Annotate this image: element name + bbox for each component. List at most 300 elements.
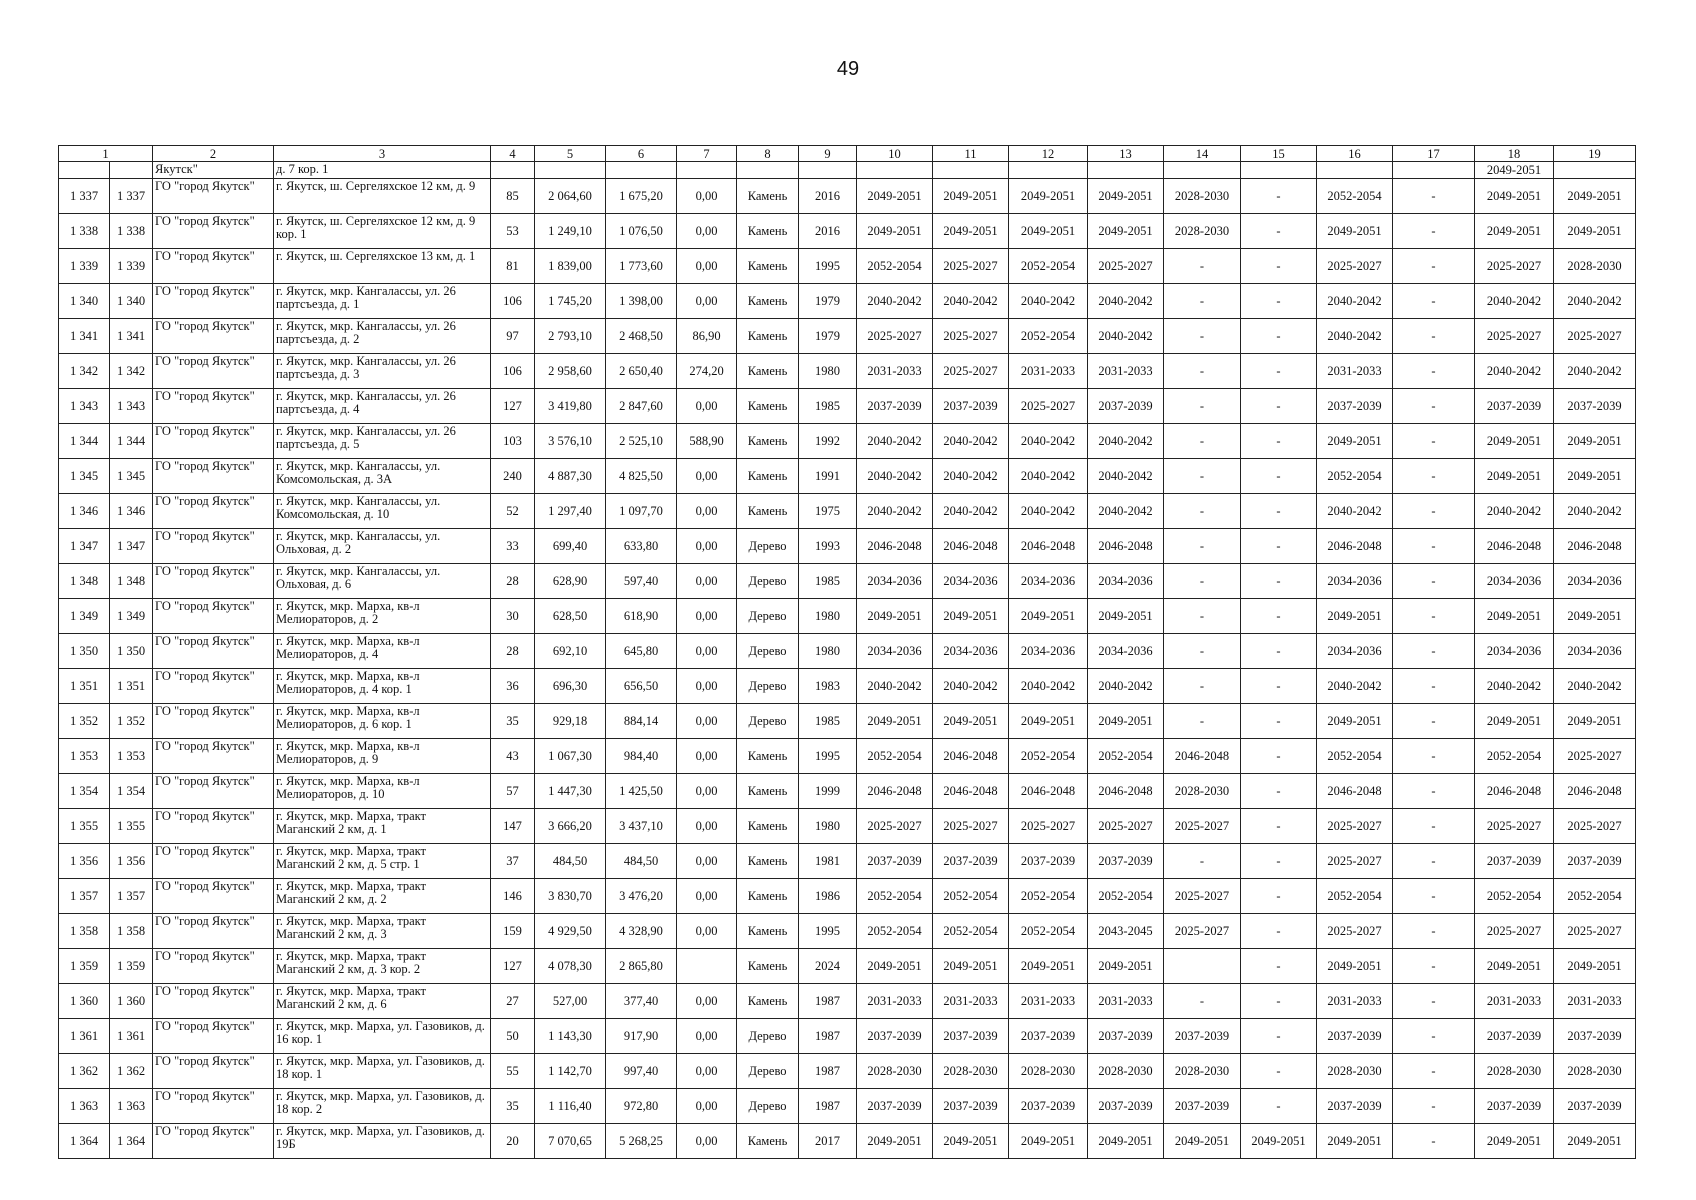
table-row: [59, 1124, 1636, 1159]
table-cell: 2049-2051: [1317, 1124, 1393, 1159]
table-cell: 2049-2051: [1475, 459, 1554, 494]
table-cell: 0,00: [677, 1089, 737, 1124]
column-number: 11: [933, 146, 1009, 162]
table-cell: Дерево: [737, 1089, 799, 1124]
table-cell: -: [1393, 634, 1475, 669]
table-cell: 656,50: [606, 669, 677, 704]
table-cell: г. Якутск, мкр. Марха, ул. Газовиков, д. 18 кор. 2: [274, 1089, 491, 1124]
table-cell: 2040-2042: [1475, 354, 1554, 389]
table-cell: -: [1393, 389, 1475, 424]
table-cell: 57: [491, 774, 535, 809]
table-cell: 2049-2051: [1009, 949, 1088, 984]
table-cell: 2049-2051: [1475, 179, 1554, 214]
table-cell: 2025-2027: [1475, 249, 1554, 284]
table-cell: 0,00: [677, 249, 737, 284]
table-cell: 2040-2042: [857, 424, 933, 459]
table-cell: 2040-2042: [1009, 494, 1088, 529]
table-cell: 2052-2054: [1317, 879, 1393, 914]
table-cell: ГО "город Якутск": [153, 704, 274, 739]
table-cell: 2052-2054: [1009, 739, 1088, 774]
table-cell: 1991: [799, 459, 857, 494]
table-cell: 2046-2048: [1009, 774, 1088, 809]
table-cell: 2025-2027: [1475, 914, 1554, 949]
table-cell: 1 350: [59, 634, 110, 669]
table-cell: 35: [491, 1089, 535, 1124]
table-cell: г. Якутск, мкр. Кангалассы, ул. Ольховая, д. 6: [274, 564, 491, 599]
table-cell: 0,00: [677, 809, 737, 844]
table-cell: 2031-2033: [1009, 354, 1088, 389]
table-cell: 43: [491, 739, 535, 774]
table-cell: 2040-2042: [933, 284, 1009, 319]
table-cell: 2040-2042: [933, 669, 1009, 704]
table-cell: -: [1393, 704, 1475, 739]
table-cell: -: [1241, 984, 1317, 1019]
table-cell: 2049-2051: [1088, 1124, 1164, 1159]
table-cell: 2 468,50: [606, 319, 677, 354]
table-cell: 1 363: [59, 1089, 110, 1124]
table-cell: 1987: [799, 1054, 857, 1089]
table-cell: 2052-2054: [1554, 879, 1636, 914]
table-cell: 0,00: [677, 669, 737, 704]
table-cell: -: [1393, 354, 1475, 389]
table-cell: 127: [491, 389, 535, 424]
table-row: [59, 1019, 1636, 1054]
table-cell: 1980: [799, 809, 857, 844]
table-cell: 2040-2042: [857, 284, 933, 319]
table-cell: ГО "город Якутск": [153, 564, 274, 599]
table-cell: г. Якутск, мкр. Кангалассы, ул. Ольховая, д. 2: [274, 529, 491, 564]
table-cell: [1009, 162, 1088, 179]
table-cell: 2049-2051: [933, 599, 1009, 634]
table-cell: 52: [491, 494, 535, 529]
table-cell: 1987: [799, 1089, 857, 1124]
table-cell: 2040-2042: [1009, 459, 1088, 494]
table-cell: 4 825,50: [606, 459, 677, 494]
table-cell: ГО "город Якутск": [153, 1019, 274, 1054]
table-cell: 2046-2048: [857, 774, 933, 809]
table-cell: г. Якутск, мкр. Марха, тракт Маганский 2 км, д. 3 кор. 2: [274, 949, 491, 984]
table-cell: -: [1241, 879, 1317, 914]
table-cell: 2049-2051: [933, 214, 1009, 249]
table-cell: ГО "город Якутск": [153, 809, 274, 844]
table-cell: 2025-2027: [933, 354, 1009, 389]
table-row: [59, 809, 1636, 844]
table-row: [59, 564, 1636, 599]
table-cell: 2052-2054: [857, 249, 933, 284]
table-cell: 2049-2051: [857, 1124, 933, 1159]
table-cell: 106: [491, 354, 535, 389]
table-cell: 1 352: [59, 704, 110, 739]
table-cell: 1987: [799, 1019, 857, 1054]
table-cell: -: [1393, 914, 1475, 949]
table-cell: 2 064,60: [535, 179, 606, 214]
table-cell: 2052-2054: [857, 739, 933, 774]
table-cell: 2049-2051: [933, 949, 1009, 984]
table-cell: -: [1241, 774, 1317, 809]
table-cell: 2025-2027: [1088, 809, 1164, 844]
table-cell: 28: [491, 564, 535, 599]
table-cell: ГО "город Якутск": [153, 739, 274, 774]
table-cell: 2034-2036: [857, 634, 933, 669]
table-cell: 1 675,20: [606, 179, 677, 214]
table-cell: -: [1164, 424, 1241, 459]
table-cell: 1975: [799, 494, 857, 529]
table-cell: 1979: [799, 319, 857, 354]
table-cell: 2049-2051: [1317, 704, 1393, 739]
table-cell: -: [1241, 599, 1317, 634]
table-cell: 2034-2036: [1475, 564, 1554, 599]
table-cell: 2049-2051: [1088, 214, 1164, 249]
table-cell: -: [1393, 424, 1475, 459]
table-cell: Камень: [737, 739, 799, 774]
table-cell: 2025-2027: [1009, 809, 1088, 844]
table-cell: 0,00: [677, 494, 737, 529]
table-cell: 1 745,20: [535, 284, 606, 319]
table-cell: 2037-2039: [857, 844, 933, 879]
table-cell: 2028-2030: [1164, 214, 1241, 249]
table-cell: 1 297,40: [535, 494, 606, 529]
table-cell: 1 349: [110, 599, 153, 634]
column-number: 9: [799, 146, 857, 162]
table-cell: ГО "город Якутск": [153, 459, 274, 494]
table-cell: Камень: [737, 249, 799, 284]
table-cell: -: [1241, 494, 1317, 529]
table-cell: 1 340: [110, 284, 153, 319]
table-cell: 2016: [799, 179, 857, 214]
table-cell: 2049-2051: [1164, 1124, 1241, 1159]
table-cell: 1 361: [59, 1019, 110, 1054]
table-cell: 2031-2033: [857, 354, 933, 389]
table-cell: 2028-2030: [1475, 1054, 1554, 1089]
table-cell: 2046-2048: [933, 739, 1009, 774]
table-cell: 1 357: [110, 879, 153, 914]
table-cell: Камень: [737, 984, 799, 1019]
table-cell: 2040-2042: [1088, 284, 1164, 319]
table-cell: 106: [491, 284, 535, 319]
table-cell: -: [1241, 704, 1317, 739]
table-cell: -: [1164, 599, 1241, 634]
table-cell: 1995: [799, 249, 857, 284]
table-cell: 2052-2054: [1088, 879, 1164, 914]
table-cell: г. Якутск, мкр. Марха, ул. Газовиков, д. 16 кор. 1: [274, 1019, 491, 1054]
table-cell: -: [1393, 844, 1475, 879]
table-cell: 2040-2042: [1475, 284, 1554, 319]
table-cell: 2034-2036: [1317, 634, 1393, 669]
table-cell: Дерево: [737, 564, 799, 599]
table-cell: 2049-2051: [1009, 599, 1088, 634]
table-cell: 2034-2036: [933, 634, 1009, 669]
table-cell: 2028-2030: [1554, 1054, 1636, 1089]
table-cell: 0,00: [677, 704, 737, 739]
table-cell: 86,90: [677, 319, 737, 354]
table-cell: [1164, 949, 1241, 984]
table-cell: г. Якутск, ш. Сергеляхское 13 км, д. 1: [274, 249, 491, 284]
table-cell: [933, 162, 1009, 179]
table-cell: ГО "город Якутск": [153, 1124, 274, 1159]
table-cell: 1 353: [59, 739, 110, 774]
table-cell: 53: [491, 214, 535, 249]
table-cell: 1 773,60: [606, 249, 677, 284]
table-cell: 2025-2027: [1554, 914, 1636, 949]
table-cell: 2046-2048: [933, 529, 1009, 564]
table-cell: 997,40: [606, 1054, 677, 1089]
table-cell: 146: [491, 879, 535, 914]
table-cell: 2049-2051: [1009, 704, 1088, 739]
table-cell: -: [1393, 179, 1475, 214]
table-cell: 2025-2027: [1475, 319, 1554, 354]
table-cell: 588,90: [677, 424, 737, 459]
table-cell: 2037-2039: [1317, 389, 1393, 424]
table-cell: 1 354: [110, 774, 153, 809]
table-cell: 2046-2048: [1554, 774, 1636, 809]
table-cell: Дерево: [737, 704, 799, 739]
table-cell: 1 425,50: [606, 774, 677, 809]
table-cell: 0,00: [677, 284, 737, 319]
table-cell: г. Якутск, ш. Сергеляхское 12 км, д. 9 кор. 1: [274, 214, 491, 249]
table-cell: 2 650,40: [606, 354, 677, 389]
table-cell: 2037-2039: [933, 1019, 1009, 1054]
table-cell: [1241, 162, 1317, 179]
page-number: 49: [836, 58, 860, 80]
table-cell: г. Якутск, мкр. Кангалассы, ул. 26 партсъезда, д. 2: [274, 319, 491, 354]
table-cell: -: [1241, 179, 1317, 214]
table-cell: 1 346: [59, 494, 110, 529]
table-cell: 4 929,50: [535, 914, 606, 949]
table-cell: 2049-2051: [1475, 704, 1554, 739]
table-cell: Камень: [737, 354, 799, 389]
table-row: [59, 669, 1636, 704]
table-cell: 1 357: [59, 879, 110, 914]
table-cell: 1 076,50: [606, 214, 677, 249]
table-cell: 1 364: [59, 1124, 110, 1159]
table-cell: 2049-2051: [1554, 1124, 1636, 1159]
table-body: [59, 162, 1636, 1159]
table-cell: г. Якутск, мкр. Кангалассы, ул. 26 партсъезда, д. 4: [274, 389, 491, 424]
table-cell: -: [1393, 1019, 1475, 1054]
table-cell: 2034-2036: [1009, 564, 1088, 599]
table-cell: ГО "город Якутск": [153, 1089, 274, 1124]
table-cell: ГО "город Якутск": [153, 284, 274, 319]
table-cell: 2049-2051: [1475, 162, 1554, 179]
table-cell: 2028-2030: [933, 1054, 1009, 1089]
table-cell: 2031-2033: [1554, 984, 1636, 1019]
column-number: 2: [153, 146, 274, 162]
table-cell: 2049-2051: [1475, 599, 1554, 634]
table-cell: -: [1393, 599, 1475, 634]
table-cell: 0,00: [677, 599, 737, 634]
table-cell: 1985: [799, 389, 857, 424]
table-cell: 699,40: [535, 529, 606, 564]
table-cell: 633,80: [606, 529, 677, 564]
table-cell: -: [1241, 739, 1317, 774]
table-cell: 0,00: [677, 1054, 737, 1089]
table-row: [59, 389, 1636, 424]
table-cell: 2049-2051: [1009, 214, 1088, 249]
table-cell: 2052-2054: [1009, 879, 1088, 914]
table-cell: -: [1164, 634, 1241, 669]
table-cell: 2 525,10: [606, 424, 677, 459]
table-cell: 2040-2042: [1009, 424, 1088, 459]
table-cell: 2046-2048: [857, 529, 933, 564]
table-cell: 2040-2042: [933, 459, 1009, 494]
table-cell: -: [1164, 494, 1241, 529]
table-cell: 1 337: [110, 179, 153, 214]
table-cell: 159: [491, 914, 535, 949]
table-cell: [491, 162, 535, 179]
table-cell: 2037-2039: [1009, 844, 1088, 879]
table-cell: г. Якутск, мкр. Марха, тракт Маганский 2 км, д. 5 стр. 1: [274, 844, 491, 879]
table-cell: 2049-2051: [933, 1124, 1009, 1159]
table-row-continued: [59, 162, 1636, 179]
table-cell: 628,90: [535, 564, 606, 599]
table-cell: -: [1393, 529, 1475, 564]
table-cell: 2025-2027: [1317, 249, 1393, 284]
table-cell: 2028-2030: [1164, 179, 1241, 214]
table-row: [59, 949, 1636, 984]
table-cell: 2046-2048: [1317, 774, 1393, 809]
table-cell: 1 067,30: [535, 739, 606, 774]
column-number: 1: [59, 146, 153, 162]
table-cell: -: [1393, 214, 1475, 249]
table-cell: -: [1393, 249, 1475, 284]
table-cell: 2049-2051: [1475, 214, 1554, 249]
table-cell: Дерево: [737, 1054, 799, 1089]
table-cell: 1 354: [59, 774, 110, 809]
table-cell: 2034-2036: [1009, 634, 1088, 669]
table-cell: -: [1241, 214, 1317, 249]
table-cell: 1983: [799, 669, 857, 704]
table-cell: 2037-2039: [1088, 1089, 1164, 1124]
table-cell: 4 887,30: [535, 459, 606, 494]
table-cell: Камень: [737, 879, 799, 914]
table-cell: [677, 162, 737, 179]
table-cell: г. Якутск, мкр. Марха, кв-л Мелиораторов, д. 4 кор. 1: [274, 669, 491, 704]
table-cell: Дерево: [737, 529, 799, 564]
table-cell: -: [1241, 529, 1317, 564]
table-cell: 1 337: [59, 179, 110, 214]
table-cell: 2049-2051: [1317, 949, 1393, 984]
table-cell: [1164, 162, 1241, 179]
table-cell: 2040-2042: [1088, 424, 1164, 459]
table-cell: 2052-2054: [1009, 914, 1088, 949]
table-cell: 1 360: [110, 984, 153, 1019]
column-number: 12: [1009, 146, 1088, 162]
table-cell: 0,00: [677, 739, 737, 774]
table-cell: г. Якутск, мкр. Марха, тракт Маганский 2 км, д. 6: [274, 984, 491, 1019]
table-cell: 2052-2054: [933, 914, 1009, 949]
table-cell: 1980: [799, 599, 857, 634]
table-cell: ГО "город Якутск": [153, 249, 274, 284]
table-cell: [857, 162, 933, 179]
table-cell: 2040-2042: [1317, 669, 1393, 704]
table-cell: 1 362: [110, 1054, 153, 1089]
table-cell: 2046-2048: [1088, 774, 1164, 809]
table-cell: -: [1241, 564, 1317, 599]
table-cell: 2040-2042: [1009, 284, 1088, 319]
table-cell: 1 350: [110, 634, 153, 669]
table-cell: 2049-2051: [933, 704, 1009, 739]
table-cell: 2025-2027: [1164, 914, 1241, 949]
table-cell: [677, 949, 737, 984]
table-cell: -: [1241, 459, 1317, 494]
table-cell: 1 359: [110, 949, 153, 984]
table-cell: г. Якутск, мкр. Марха, кв-л Мелиораторов, д. 9: [274, 739, 491, 774]
table-cell: 2017: [799, 1124, 857, 1159]
table-cell: 1 358: [110, 914, 153, 949]
table-cell: 2049-2051: [1554, 599, 1636, 634]
table-cell: 2040-2042: [1317, 284, 1393, 319]
table-row: [59, 459, 1636, 494]
table-cell: -: [1164, 984, 1241, 1019]
table-cell: 1 339: [110, 249, 153, 284]
table-cell: 2046-2048: [1554, 529, 1636, 564]
table-cell: -: [1241, 634, 1317, 669]
table-cell: 2049-2051: [1241, 1124, 1317, 1159]
table-cell: -: [1393, 984, 1475, 1019]
table-cell: 2 865,80: [606, 949, 677, 984]
table-cell: [1554, 162, 1636, 179]
table-cell: 645,80: [606, 634, 677, 669]
table-cell: г. Якутск, ш. Сергеляхское 12 км, д. 9: [274, 179, 491, 214]
table-cell: 1 341: [110, 319, 153, 354]
table-cell: 81: [491, 249, 535, 284]
table-cell: 1 097,70: [606, 494, 677, 529]
table-cell: ГО "город Якутск": [153, 949, 274, 984]
table-cell: 2031-2033: [1317, 354, 1393, 389]
table-cell: 2034-2036: [1088, 564, 1164, 599]
table-cell: 0,00: [677, 459, 737, 494]
table-row: [59, 284, 1636, 319]
table-row: [59, 424, 1636, 459]
table-cell: 917,90: [606, 1019, 677, 1054]
table-header: [59, 146, 1636, 162]
table-cell: 2052-2054: [1475, 739, 1554, 774]
table-cell: -: [1393, 809, 1475, 844]
table-cell: -: [1241, 319, 1317, 354]
table-cell: -: [1241, 844, 1317, 879]
table-cell: 2034-2036: [857, 564, 933, 599]
table-cell: 2025-2027: [1164, 809, 1241, 844]
table-cell: 2049-2051: [1317, 424, 1393, 459]
table-cell: Камень: [737, 459, 799, 494]
table-cell: 618,90: [606, 599, 677, 634]
table-cell: 2025-2027: [933, 249, 1009, 284]
table-cell: 33: [491, 529, 535, 564]
table-cell: -: [1241, 669, 1317, 704]
table-cell: 2028-2030: [857, 1054, 933, 1089]
table-cell: 2037-2039: [1554, 1019, 1636, 1054]
table-cell: г. Якутск, мкр. Кангалассы, ул. 26 партсъезда, д. 5: [274, 424, 491, 459]
table-cell: 1 447,30: [535, 774, 606, 809]
table-cell: Камень: [737, 319, 799, 354]
table-cell: 0,00: [677, 564, 737, 599]
table-cell: 2028-2030: [1317, 1054, 1393, 1089]
table-cell: ГО "город Якутск": [153, 354, 274, 389]
table-cell: 2040-2042: [933, 424, 1009, 459]
table-cell: 2037-2039: [1475, 1019, 1554, 1054]
table-cell: 2040-2042: [1317, 494, 1393, 529]
column-number: 17: [1393, 146, 1475, 162]
table-cell: 2025-2027: [857, 809, 933, 844]
table-cell: 2049-2051: [1088, 599, 1164, 634]
table-cell: ГО "город Якутск": [153, 1054, 274, 1089]
table-cell: ГО "город Якутск": [153, 214, 274, 249]
table-cell: -: [1393, 459, 1475, 494]
table-cell: ГО "город Якутск": [153, 774, 274, 809]
table-cell: 3 437,10: [606, 809, 677, 844]
table-cell: 2025-2027: [933, 319, 1009, 354]
table-cell: г. Якутск, мкр. Кангалассы, ул. Комсомольская, д. 3А: [274, 459, 491, 494]
